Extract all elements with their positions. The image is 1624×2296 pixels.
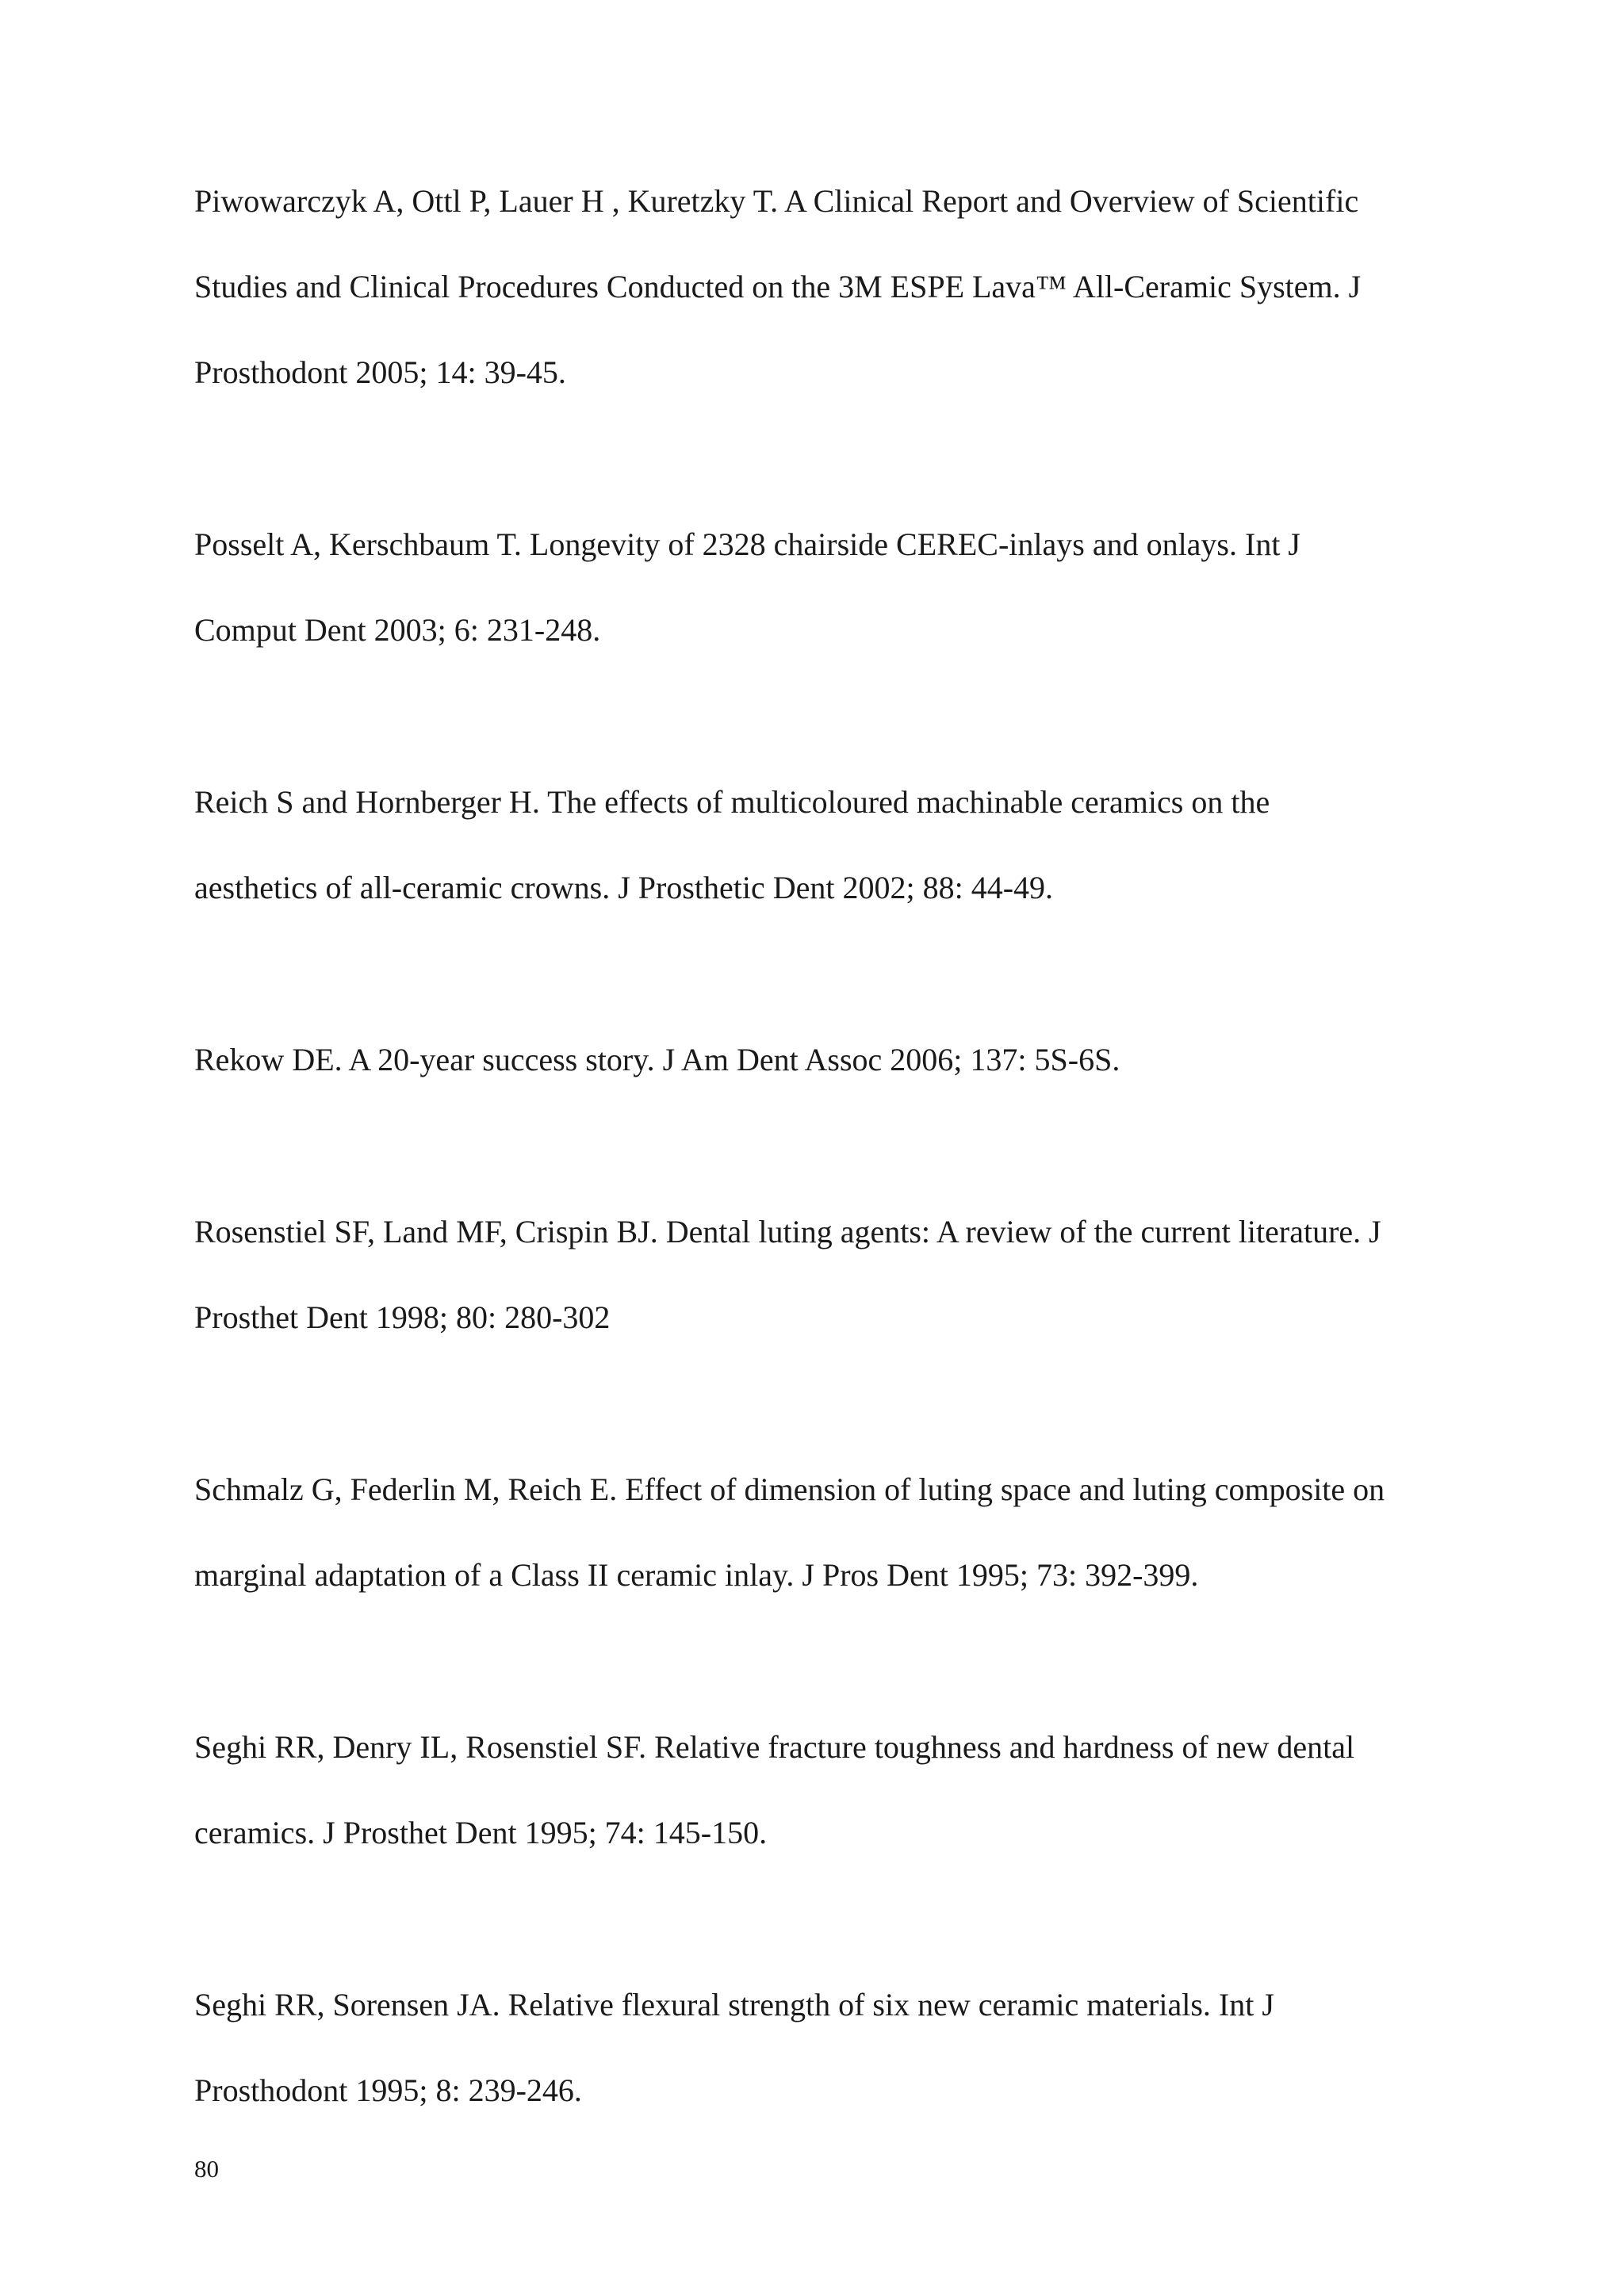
reference-item bbox=[194, 502, 1447, 673]
reference-item bbox=[194, 1962, 1447, 2133]
reference-line: Comput Dent 2003; 6: 231-248. bbox=[194, 612, 601, 648]
reference-item bbox=[194, 1017, 1447, 1103]
reference-item bbox=[194, 1447, 1447, 1618]
reference-line: Seghi RR, Sorensen JA. Relative flexural strength of six new ceramic materials. Int J bbox=[194, 1987, 1274, 2022]
reference-line: Prosthet Dent 1998; 80: 280-302 bbox=[194, 1299, 611, 1335]
reference-line: ceramics. J Prosthet Dent 1995; 74: 145-150. bbox=[194, 1815, 768, 1850]
reference-line: aesthetics of all-ceramic crowns. J Prosthetic Dent 2002; 88: 44-49. bbox=[194, 870, 1054, 905]
reference-item bbox=[194, 1189, 1447, 1360]
reference-line: Prosthodont 2005; 14: 39-45. bbox=[194, 354, 566, 390]
reference-line: Reich S and Hornberger H. The effects of multicoloured machinable ceramics on the bbox=[194, 784, 1270, 820]
reference-list bbox=[194, 159, 1447, 2220]
reference-item bbox=[194, 159, 1447, 415]
reference-line: Studies and Clinical Procedures Conducted on the 3M ESPE Lava™ All-Ceramic System. J bbox=[194, 269, 1362, 304]
reference-line: Piwowarczyk A, Ottl P, Lauer H , Kuretzky T. A Clinical Report and Overview of Scientific bbox=[194, 183, 1359, 219]
reference-line: marginal adaptation of a Class II ceramic inlay. J Pros Dent 1995; 73: 392-399. bbox=[194, 1557, 1199, 1593]
reference-line: Seghi RR, Denry IL, Rosenstiel SF. Relative fracture toughness and hardness of new dental bbox=[194, 1729, 1355, 1765]
reference-line: Rosenstiel SF, Land MF, Crispin BJ. Dental luting agents: A review of the current literature. J bbox=[194, 1214, 1381, 1249]
reference-line: Posselt A, Kerschbaum T. Longevity of 2328 chairside CEREC-inlays and onlays. Int J bbox=[194, 526, 1300, 562]
page-number: 80 bbox=[194, 2155, 219, 2183]
reference-item bbox=[194, 1705, 1447, 1876]
reference-line: Rekow DE. A 20-year success story. J Am Dent Assoc 2006; 137: 5S-6S. bbox=[194, 1042, 1120, 1077]
reference-line: Prosthodont 1995; 8: 239-246. bbox=[194, 2072, 582, 2108]
reference-item bbox=[194, 760, 1447, 931]
reference-line: Schmalz G, Federlin M, Reich E. Effect of dimension of luting space and luting composite on bbox=[194, 1471, 1385, 1507]
